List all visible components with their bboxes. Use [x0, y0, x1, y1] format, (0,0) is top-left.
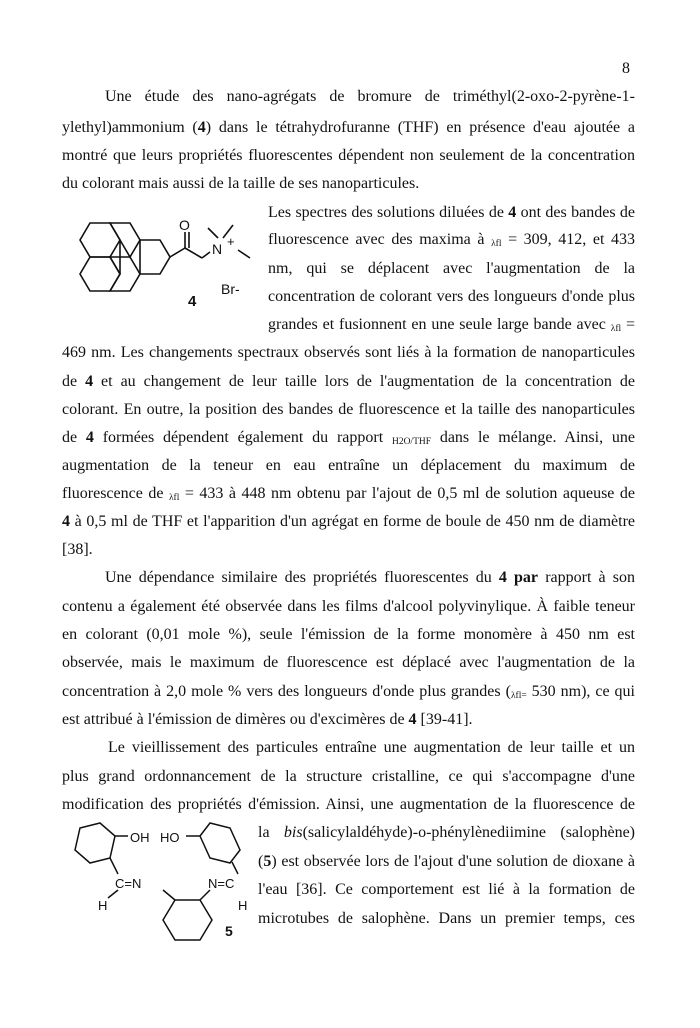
text-line	[268, 230, 635, 250]
text-line	[258, 852, 635, 872]
text-segment: 530 nm), ce qui	[526, 683, 635, 700]
text-segment: plus grand ordonnancement de la structure cristalline, ce qui s'accompagne d'une	[62, 768, 635, 785]
text-segment: Une dépendance similaire des propriétés fluorescentes du	[105, 569, 499, 586]
text-line	[258, 823, 635, 843]
text-segment: rapport à son	[538, 569, 636, 586]
text-segment: et au changement de leur taille lors de l'augmentation de la concentration de	[93, 373, 635, 390]
text-segment: (salicylaldéhyde)-o-phénylènediimine (salophène)	[302, 824, 635, 841]
hydrogen-left: H	[98, 898, 108, 913]
bold-ref: 4	[508, 204, 517, 221]
text-segment: formées dépendent également du rapport	[93, 429, 392, 446]
text-line	[62, 484, 635, 504]
text-segment: 469 nm. Les changements spectraux observés sont liés à la formation de nanoparticules	[62, 344, 635, 361]
text-line	[62, 512, 635, 532]
text-line	[62, 682, 635, 702]
bold-ref: 4	[197, 119, 206, 136]
text-line	[62, 597, 635, 617]
text-line	[62, 653, 635, 673]
text-line	[268, 259, 635, 279]
text-line	[62, 400, 635, 420]
text-segment: Le vieillissement des particules entraîne une augmentation de leur taille et un	[108, 739, 635, 756]
text-segment: microtubes de salophène. Dans un premier temps, ces	[258, 910, 635, 927]
text-segment: Les spectres des solutions diluées de	[268, 204, 509, 221]
text-line	[105, 568, 635, 588]
subscript: λfl	[610, 324, 622, 334]
text-line	[258, 880, 635, 900]
subscript: λfl	[491, 239, 502, 249]
text-line	[62, 372, 635, 392]
text-segment: = 433 à 448 nm obtenu par l'ajout de 0,5 ml de solution aqueuse de	[179, 485, 636, 502]
text-segment: observée, mais le maximum de fluorescence est déplacé avec l'augmentation de la	[62, 654, 635, 671]
compound-4-structure	[60, 210, 265, 315]
text-line	[62, 174, 419, 194]
subscript: λfl	[168, 493, 180, 503]
bold-ref: 4	[62, 513, 70, 530]
text-line	[108, 738, 635, 758]
text-line	[258, 909, 635, 929]
text-segment: [39-41].	[416, 711, 473, 728]
text-segment: dans le mélange. Ainsi, une	[431, 429, 635, 446]
text-line	[62, 146, 635, 166]
subscript: λfl=	[510, 691, 527, 701]
compound-5-structure	[60, 818, 250, 948]
text-line	[268, 287, 635, 307]
text-line	[62, 767, 635, 787]
text-segment: la	[258, 824, 284, 841]
bold-ref: 4	[85, 373, 94, 390]
imine-left: C=N	[115, 876, 142, 891]
text-segment: en colorant (0,01 mole %), seule l'émission de la forme monomère à 450 nm est	[62, 626, 635, 643]
text-segment: concentration de colorant vers des longueurs d'onde plus	[268, 288, 635, 305]
text-line	[62, 428, 635, 448]
text-segment: =	[621, 316, 636, 333]
text-segment: = 309, 412, et 433	[501, 231, 636, 248]
text-line	[62, 456, 635, 476]
page-number: 8	[622, 60, 630, 77]
text-segment: de	[62, 429, 86, 446]
compound-label-5: 5	[225, 923, 233, 939]
hydroxyl-right: HO	[160, 830, 180, 845]
text-line	[62, 710, 473, 730]
text-segment: concentration à 2,0 mole % vers des longueurs d'onde plus grandes (	[62, 683, 511, 700]
text-segment: de	[62, 373, 86, 390]
text-segment: ont des bandes de	[516, 204, 635, 221]
text-segment: fluorescence avec des maxima à	[268, 231, 492, 248]
text-segment: (	[258, 853, 264, 870]
italic-text: bis	[283, 824, 303, 841]
text-segment: l'eau [36]. Ce comportement est lié à la formation de	[258, 881, 635, 898]
subscript: H2O/THF	[391, 437, 432, 447]
text-segment: Une étude des nano-agrégats de bromure de triméthyl(2-oxo-2-pyrène-1-	[105, 88, 635, 105]
text-line	[62, 118, 635, 138]
text-line	[62, 343, 635, 363]
text-segment: ) est observée lors de l'ajout d'une solution de dioxane à	[271, 853, 635, 870]
bromide: Br-	[221, 281, 240, 297]
text-segment: fluorescence de	[62, 485, 169, 502]
text-segment: à 0,5 ml de THF et l'apparition d'un agrégat en forme de boule de 450 nm de diamètre	[70, 513, 635, 530]
text-line	[268, 315, 635, 335]
atom-o: O	[179, 217, 190, 233]
text-segment: nm, qui se déplacent avec l'augmentation de la	[268, 260, 635, 277]
hydroxyl-left: OH	[130, 830, 150, 845]
text-line	[105, 87, 635, 107]
text-segment: grandes et fusionnent en une seule large bande avec	[268, 316, 611, 333]
bold-ref: 4 par	[498, 569, 539, 586]
text-segment: augmentation de la teneur en eau entraîne un déplacement du maximum de	[62, 457, 635, 474]
text-line	[62, 540, 93, 560]
atom-n: N	[212, 241, 223, 257]
text-segment: est attribué à l'émission de dimères ou d'excimères de	[62, 711, 409, 728]
text-segment: colorant. En outre, la position des bandes de fluorescence et la taille des nanoparticules	[62, 401, 635, 418]
text-segment: modification des propriétés d'émission. Ainsi, une augmentation de la fluorescence de	[62, 796, 635, 813]
hydrogen-right: H	[238, 898, 248, 913]
imine-right: N=C	[208, 876, 235, 891]
text-segment: ylethyl)ammonium (	[62, 119, 198, 136]
text-segment: contenu a également été observée dans les films d'alcool polyvinylique. À faible teneur	[62, 598, 635, 615]
compound-label-4: 4	[188, 293, 197, 310]
text-segment: ) dans le tétrahydrofuranne (THF) en présence d'eau ajoutée a	[205, 119, 635, 136]
text-segment: du colorant mais aussi de la taille de ses nanoparticules.	[62, 175, 420, 192]
text-line	[268, 203, 635, 223]
text-line	[62, 625, 635, 645]
bold-ref: 4	[408, 711, 417, 728]
text-segment: montré que leurs propriétés fluorescentes dépendent non seulement de la concentration	[62, 147, 635, 164]
text-line	[62, 795, 635, 815]
bold-ref: 4	[85, 429, 94, 446]
text-segment: [38].	[62, 541, 93, 558]
bold-ref: 5	[263, 853, 272, 870]
charge-plus: +	[227, 234, 235, 249]
